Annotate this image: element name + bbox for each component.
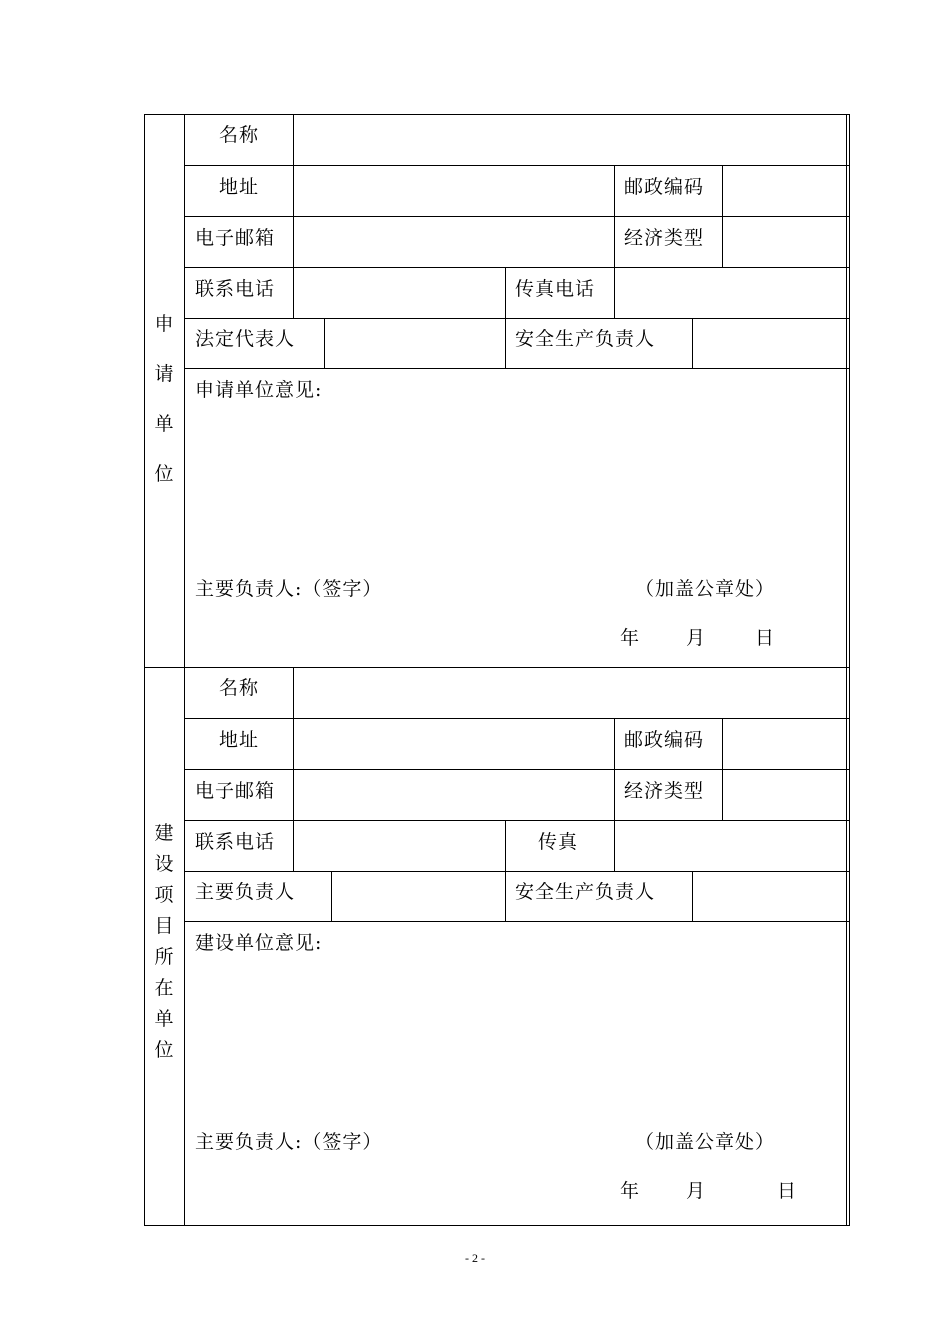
- row-line: [184, 718, 849, 719]
- cell-line: [505, 267, 506, 368]
- row-line: [184, 318, 849, 319]
- row-line: [184, 769, 849, 770]
- applicant-section-label: [153, 299, 175, 499]
- applicant-safety-label: 安全生产负责人: [515, 328, 656, 350]
- construction-side-label-text: 建设项目所在单位: [154, 822, 174, 1061]
- construction-econ-type-label: 经济类型: [624, 780, 705, 802]
- cell-line: [692, 871, 693, 921]
- row-line: [184, 368, 849, 369]
- row-line: [184, 216, 849, 217]
- applicant-address-label: 地址: [219, 176, 260, 198]
- applicant-phone-label: 联系电话: [195, 278, 276, 300]
- row-line: [184, 921, 849, 922]
- applicant-legal-rep-label: 法定代表人: [195, 328, 296, 350]
- applicant-name-label: 名称: [219, 124, 260, 146]
- row-line: [184, 871, 849, 872]
- applicant-fax-label: 传真电话: [515, 278, 596, 300]
- construction-section-label: [153, 818, 175, 1066]
- construction-email-label: 电子邮箱: [195, 780, 276, 802]
- cell-line: [293, 667, 294, 871]
- cell-line: [324, 318, 325, 368]
- construction-month-label: 月: [686, 1180, 707, 1202]
- applicant-day-label: 日: [755, 627, 776, 649]
- cell-line: [614, 820, 615, 871]
- applicant-seal-label: （加盖公章处）: [635, 578, 776, 600]
- construction-head-label: 主要负责人: [195, 881, 296, 903]
- applicant-month-label: 月: [686, 627, 707, 649]
- applicant-postcode-label: 邮政编码: [624, 176, 705, 198]
- construction-sign-label: 主要负责人:（签字）: [195, 1131, 383, 1153]
- cell-line: [293, 115, 294, 267]
- construction-seal-label: （加盖公章处）: [635, 1131, 776, 1153]
- cell-line: [722, 165, 723, 267]
- row-line: [184, 165, 849, 166]
- applicant-email-label: 电子邮箱: [195, 227, 276, 249]
- construction-year-label: 年: [620, 1180, 641, 1202]
- construction-phone-label: 联系电话: [195, 831, 276, 853]
- construction-postcode-label: 邮政编码: [624, 729, 705, 751]
- applicant-side-label-text: 申请单位: [154, 313, 174, 485]
- row-line: [184, 267, 849, 268]
- row-line: [184, 820, 849, 821]
- cell-line: [614, 267, 615, 318]
- cell-line: [293, 267, 294, 318]
- cell-line: [331, 871, 332, 921]
- construction-opinion-label: 建设单位意见:: [195, 932, 323, 954]
- construction-safety-label: 安全生产负责人: [515, 881, 656, 903]
- page-number: - 2 -: [465, 1251, 485, 1265]
- construction-address-label: 地址: [219, 729, 260, 751]
- section-divider: [145, 667, 849, 668]
- applicant-sign-label: 主要负责人:（签字）: [195, 578, 383, 600]
- applicant-opinion-label: 申请单位意见:: [195, 379, 323, 401]
- cell-line: [692, 318, 693, 368]
- construction-fax-label: 传真: [538, 831, 579, 853]
- applicant-year-label: 年: [620, 627, 641, 649]
- cell-line: [614, 165, 615, 267]
- cell-line: [505, 820, 506, 921]
- cell-line: [722, 718, 723, 820]
- construction-day-label: 日: [777, 1180, 798, 1202]
- cell-line: [614, 718, 615, 820]
- application-form-table: [144, 114, 850, 1226]
- applicant-econ-type-label: 经济类型: [624, 227, 705, 249]
- column-divider: [184, 115, 185, 1225]
- construction-name-label: 名称: [219, 677, 260, 699]
